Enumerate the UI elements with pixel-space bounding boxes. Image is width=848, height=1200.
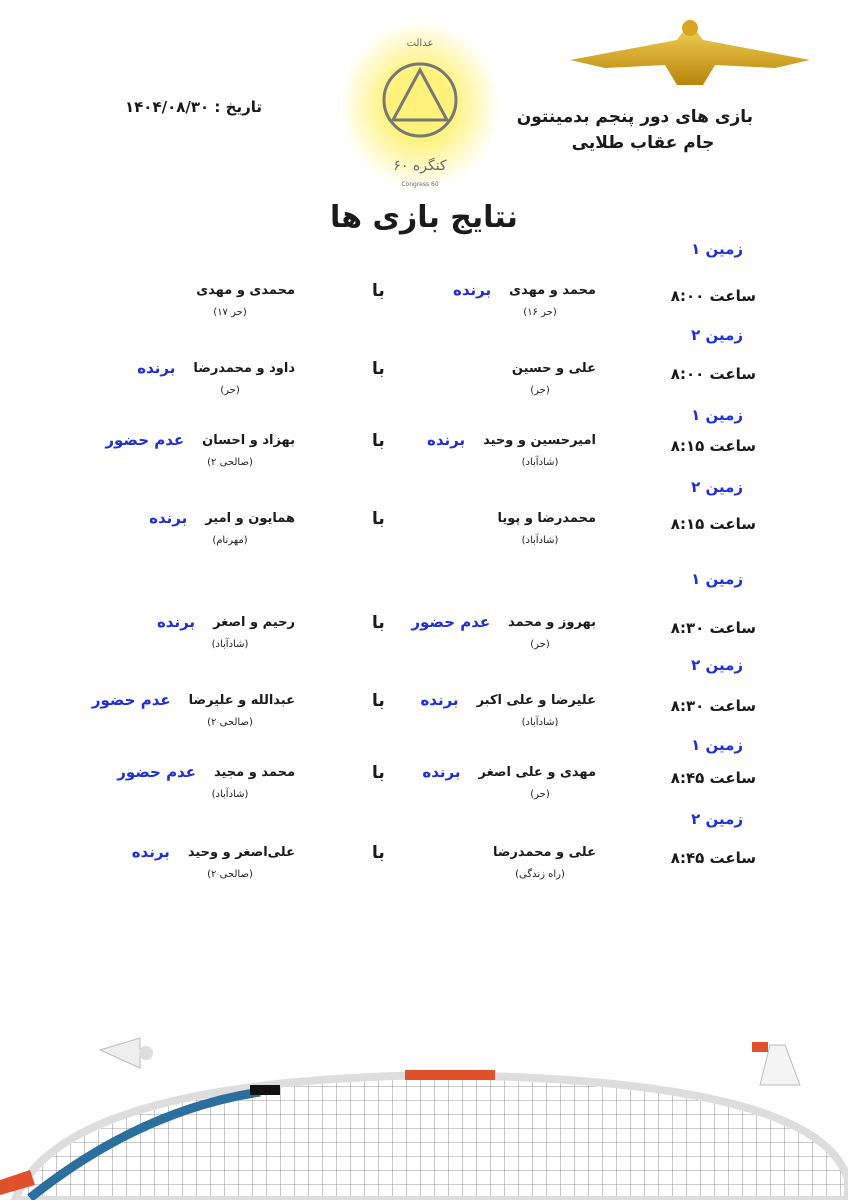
congress-60-logo: [335, 20, 505, 190]
team1-name: بهروز و محمد: [508, 615, 596, 630]
team2-club: (صالحی ۲): [207, 869, 253, 880]
team1-name: علیرضا و علی اکبر: [476, 693, 596, 708]
vs-label: با: [372, 763, 385, 783]
team1-status-badge: برنده: [426, 431, 466, 449]
shuttlecock-left-icon: [100, 1038, 153, 1068]
svg-text:عدالت: عدالت: [406, 38, 434, 49]
team2-name: محمدی و مهدی: [196, 283, 295, 298]
match-time: ساعت ۸:۱۵: [670, 437, 756, 455]
team2-club: (حر): [220, 385, 240, 396]
court-label: زمین ۲: [691, 810, 743, 828]
vs-label: با: [372, 359, 385, 379]
team2-club: (شادآباد): [211, 789, 249, 800]
team2-club: (حر ۱۷): [213, 307, 247, 318]
golden-eagle-logo: [565, 10, 815, 90]
team1-status-badge: برنده: [420, 691, 459, 709]
team1-name: مهدی و علی اصغر: [478, 765, 596, 780]
team1-club: (شادآباد): [521, 717, 559, 728]
court-label: زمین ۲: [691, 656, 743, 674]
team2-status-badge: برنده: [137, 359, 176, 377]
date: تاریخ : ۱۴۰۴/۰۸/۳۰: [125, 98, 262, 116]
svg-text:کنگره ۶۰: کنگره ۶۰: [393, 158, 447, 174]
vs-label: با: [372, 613, 385, 633]
match-time: ساعت ۸:۳۰: [670, 619, 756, 637]
team1-name: محمد و مهدی: [509, 283, 596, 298]
team2-status-badge: برنده: [131, 843, 170, 861]
team2-name: رحیم و اصغر: [213, 615, 295, 630]
team1-status-badge: عدم حضور: [411, 613, 491, 631]
court-label: زمین ۱: [691, 406, 743, 424]
team1-name: علی و حسین: [511, 361, 596, 376]
team2-status-badge: برنده: [149, 509, 188, 527]
team1-club: (حر ۱۶): [523, 307, 557, 318]
team1-name: محمدرضا و پویا: [497, 511, 596, 526]
match-time: ساعت ۸:۰۰: [670, 365, 756, 383]
vs-label: با: [372, 843, 385, 863]
team2-status-badge: عدم حضور: [105, 431, 185, 449]
page-title: نتایج بازی ها: [330, 200, 518, 235]
team2-name: بهزاد و احسان: [202, 433, 295, 448]
court-label: زمین ۱: [691, 570, 743, 588]
team2-club: (صالحی ۲): [207, 717, 253, 728]
court-label: زمین ۲: [691, 326, 743, 344]
team2-name: داود و محمدرضا: [193, 361, 295, 376]
match-time: ساعت ۸:۳۰: [670, 697, 756, 715]
team1-club: (راه زندگی): [515, 869, 565, 880]
team1-club: (حر): [530, 385, 550, 396]
team2-name: محمد و مجید: [213, 765, 295, 780]
court-label: زمین ۱: [691, 736, 743, 754]
svg-text:Congress 60: Congress 60: [401, 181, 439, 188]
team2-status-badge: عدم حضور: [91, 691, 171, 709]
team1-club: (حر): [530, 639, 550, 650]
team2-club: (شادآباد): [211, 639, 249, 650]
team1-club: (شادآباد): [521, 457, 559, 468]
title-line-2: جام عقاب طلایی: [571, 133, 715, 153]
match-time: ساعت ۸:۱۵: [670, 515, 756, 533]
vs-label: با: [372, 431, 385, 451]
team1-status-badge: برنده: [422, 763, 461, 781]
tournament-title: [516, 104, 753, 156]
team1-club: (حر): [530, 789, 550, 800]
team2-name: عبدالله و علیرضا: [188, 693, 295, 708]
badminton-racket-illustration: [0, 1030, 848, 1200]
team1-club: (شادآباد): [521, 535, 559, 546]
team2-status-badge: برنده: [156, 613, 196, 631]
vs-label: با: [372, 691, 385, 711]
vs-label: با: [372, 281, 385, 301]
vs-label: با: [372, 509, 385, 529]
team2-name: همایون و امیر: [205, 511, 295, 526]
match-time: ساعت ۸:۴۵: [670, 769, 756, 787]
title-line-1: بازی های دور پنجم بدمینتون: [516, 107, 753, 127]
match-time: ساعت ۸:۰۰: [670, 287, 756, 305]
team2-club: (صالحی ۲): [207, 457, 253, 468]
team2-status-badge: عدم حضور: [117, 763, 196, 781]
team2-name: علی‌اصغر و وحید: [187, 845, 295, 860]
team1-name: علی و محمدرضا: [492, 845, 596, 860]
match-time: ساعت ۸:۴۵: [670, 849, 756, 867]
team2-club: (مهرنام): [212, 535, 248, 546]
court-label: زمین ۱: [691, 240, 743, 258]
team1-status-badge: برنده: [453, 281, 492, 299]
court-label: زمین ۲: [691, 478, 743, 496]
shuttlecock-right-icon: [752, 1042, 800, 1085]
team1-name: امیرحسین و وحید: [483, 433, 596, 448]
